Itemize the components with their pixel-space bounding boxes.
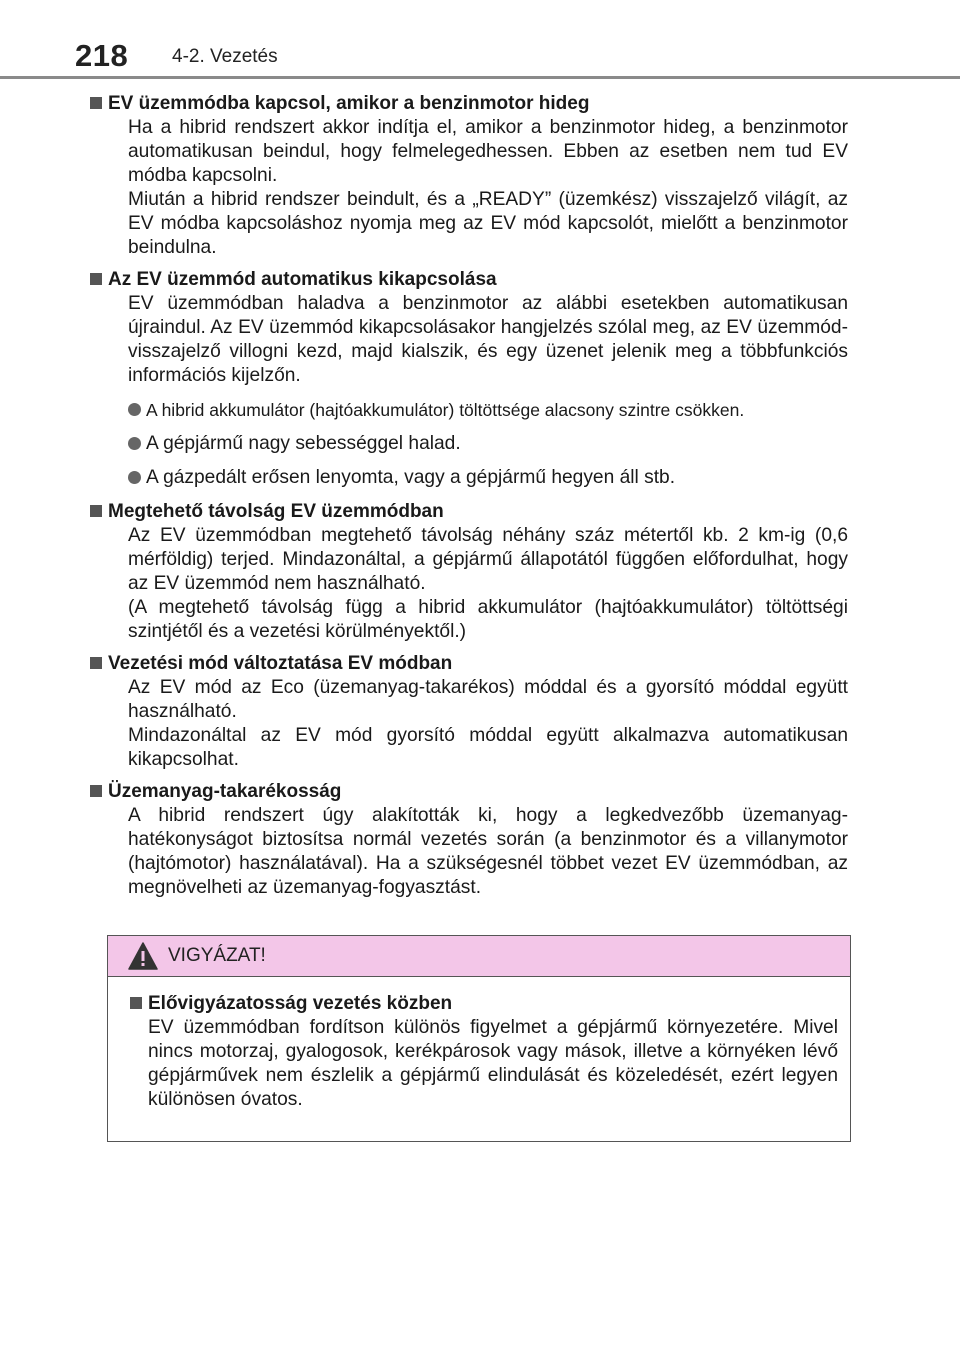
- circle-bullet-icon: [128, 403, 141, 416]
- section-heading: Az EV üzemmód automatikus kikapcsolása: [88, 268, 848, 292]
- header-divider: [0, 76, 960, 79]
- list-item: A gépjármű nagy sebességgel halad.: [108, 432, 848, 456]
- caution-header: [108, 936, 850, 977]
- main-content: [108, 92, 848, 908]
- caution-box: [107, 935, 851, 1142]
- list-item: A gázpedált erősen lenyomta, vagy a gépjármű hegyen áll stb.: [108, 466, 848, 490]
- square-bullet-icon: [130, 997, 142, 1009]
- caution-text: EV üzemmódban fordítson különös figyelmet a gépjármű környezetére. Mivel nincs motorzaj, gyalogosok, kerékpárosok vagy mások, illetve a környéken lévő gépjárművek nem észlelik a gépjármű elindulását és közeledését, ezért legyen különösen óvatos.: [148, 1017, 838, 1110]
- warning-triangle-icon: [128, 942, 158, 970]
- paragraph: Mindazonáltal az EV mód gyorsító móddal együtt alkalmazva automatikusan kikapcsolhat.: [128, 725, 848, 770]
- circle-bullet-icon: [128, 471, 141, 484]
- caution-title: VIGYÁZAT!: [168, 945, 266, 966]
- paragraph: Ha a hibrid rendszert akkor indítja el, amikor a benzinmotor hideg, a benzinmotor automatikusan beindul, hogy felmelegedhessen. Ebben az esetben nem tud EV módba kapcsolni.: [128, 117, 848, 186]
- section-heading: Megtehető távolság EV üzemmódban: [88, 500, 848, 524]
- circle-bullet-icon: [128, 437, 141, 450]
- paragraph: Miután a hibrid rendszer beindult, és a „READY” (üzemkész) visszajelző világít, az EV módba kapcsoláshoz nyomja meg az EV mód kapcsolót, mielőtt a benzinmotor beindulna.: [128, 189, 848, 258]
- section-heading: EV üzemmódba kapcsol, amikor a benzinmotor hideg: [88, 92, 848, 116]
- section-label: 4-2. Vezetés: [172, 46, 278, 67]
- section-ev-auto-off: [108, 268, 848, 490]
- caution-heading: Elővigyázatosság vezetés közben: [128, 992, 838, 1016]
- list-item: A hibrid akkumulátor (hajtóakkumulátor) töltöttsége alacsony szintre csökken.: [108, 398, 848, 422]
- section-fuel-economy: [108, 780, 848, 900]
- section-heading: Vezetési mód változtatása EV módban: [88, 652, 848, 676]
- page-number: 218: [75, 38, 129, 73]
- section-ev-cold-engine: [108, 92, 848, 260]
- paragraph: Az EV mód az Eco (üzemanyag-takarékos) móddal és a gyorsító móddal együtt használható.: [128, 677, 848, 722]
- paragraph: A hibrid rendszert úgy alakították ki, hogy a legkedvezőbb üzemanyag-hatékonyságot biztosítsa normál vezetés során (a benzinmotor és a villanymotor (hajtómotor) használatával). Ha a szükségesnél többet vezet EV üzemmódban, az megnövelheti az üzemanyag-fogyasztást.: [128, 805, 848, 898]
- paragraph: (A megtehető távolság függ a hibrid akkumulátor (hajtóakkumulátor) töltöttségi szintjétől és a vezetési körülményektől.): [128, 597, 848, 642]
- square-bullet-icon: [90, 505, 102, 517]
- square-bullet-icon: [90, 273, 102, 285]
- paragraph: EV üzemmódban haladva a benzinmotor az alábbi esetekben automatikusan újraindul. Az EV üzemmód kikapcsolásakor hangjelzés szólal meg, az EV üzemmód-visszajelző villogni kezd, majd kialszik, és egy üzenet jelenik meg a többfunkciós információs kijelzőn.: [128, 293, 848, 386]
- page-header: [0, 0, 960, 80]
- square-bullet-icon: [90, 97, 102, 109]
- caution-body: [128, 992, 838, 1112]
- section-drive-mode: [108, 652, 848, 772]
- square-bullet-icon: [90, 657, 102, 669]
- section-heading: Üzemanyag-takarékosság: [88, 780, 848, 804]
- square-bullet-icon: [90, 785, 102, 797]
- section-ev-range: [108, 500, 848, 644]
- paragraph: Az EV üzemmódban megtehető távolság néhány száz métertől kb. 2 km-ig (0,6 mérföldig) terjed. Mindazonáltal, a gépjármű állapotától függően előfordulhat, hogy az EV üzemmód nem használható.: [128, 525, 848, 594]
